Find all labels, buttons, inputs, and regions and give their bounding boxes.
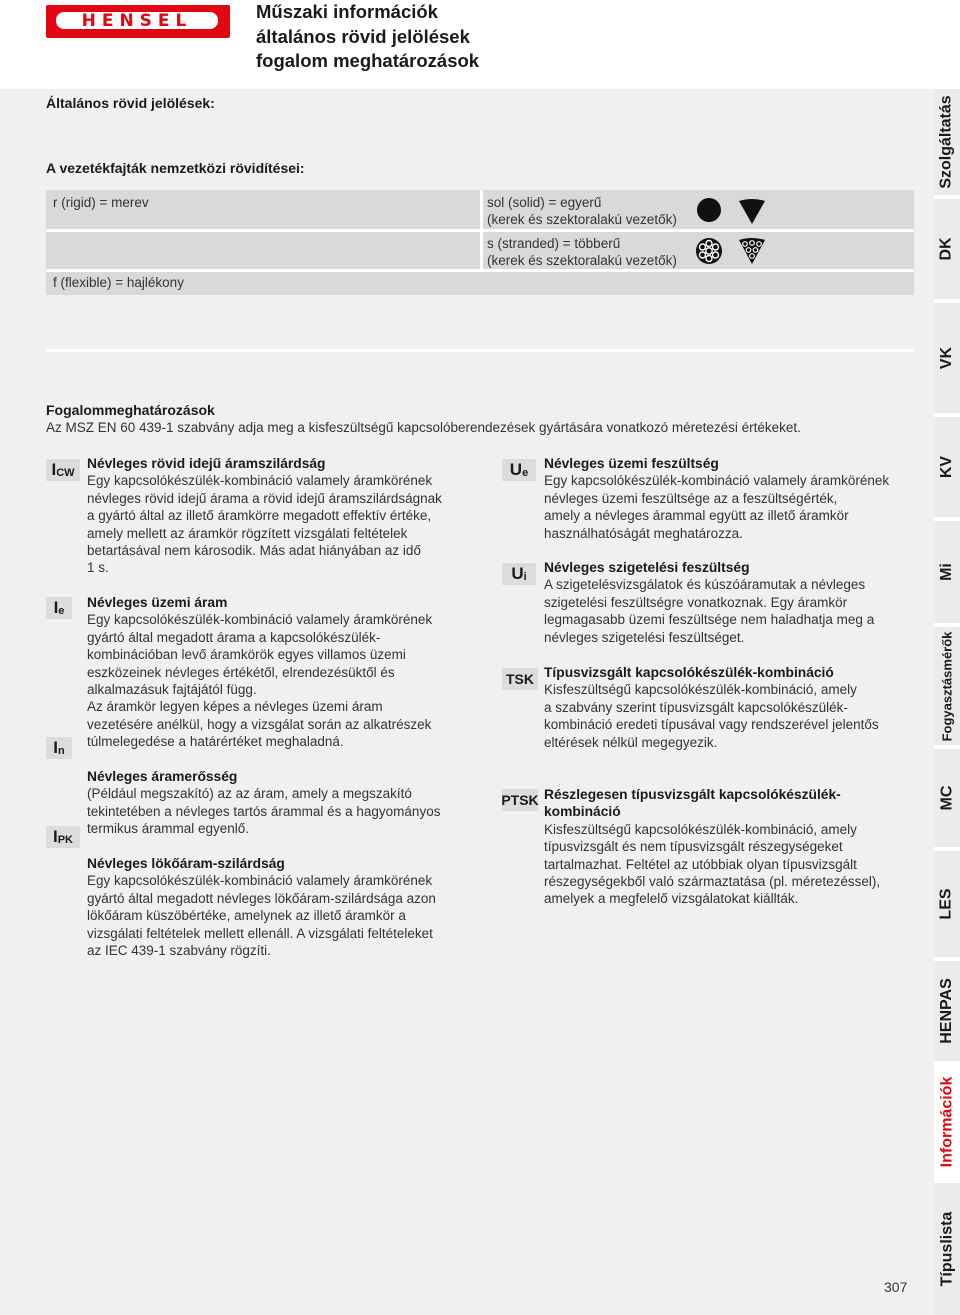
tab-vk[interactable]	[934, 303, 960, 417]
term-line: gyártó által megadott árama a kapcsolókészülék-	[87, 629, 381, 645]
term-line: túlmelegedése a határértéket meghaladná.	[87, 734, 344, 750]
section-divider	[46, 349, 914, 352]
solid-round-conductor-icon	[696, 197, 722, 223]
symbol-sub: i	[523, 571, 527, 583]
tab-label: Mi	[938, 563, 955, 581]
symbol-in	[46, 737, 72, 759]
symbol-sub: e	[58, 605, 65, 617]
term-title: kombináció	[544, 804, 621, 820]
symbol-main: I	[53, 738, 58, 757]
term-line: kombináció eredeti típusával vagy rendszerével jelentős	[544, 717, 879, 733]
term-line: amely a névleges árammal együtt az illető áramkör	[544, 508, 849, 524]
term-line: 1 s.	[87, 560, 109, 576]
term-title: Névleges áramerősség	[87, 769, 238, 784]
flexible-cell	[46, 272, 914, 295]
cell-separator	[46, 269, 914, 272]
term-ui	[544, 559, 924, 646]
term-title: Típusvizsgált kapcsolókészülék-kombináció	[544, 665, 834, 680]
term-line: névleges szigetelési feszültséget.	[544, 629, 745, 645]
flexible-text: f (flexible) = hajlékony	[53, 275, 184, 290]
term-line: Kisfeszültségű kapcsolókészülék-kombináció, amely	[544, 682, 857, 698]
symbol-sub: PK	[57, 834, 73, 846]
term-icw	[87, 455, 487, 577]
term-line: Kisfeszültségű kapcsolókészülék-kombináció, amely	[544, 821, 857, 837]
tab-label: HENPAS	[938, 978, 955, 1044]
term-line: legmagasabb üzemi feszültsége nem haladhatja meg a	[544, 612, 875, 628]
rigid-text: r (rigid) = merev	[53, 195, 149, 210]
solid-line-1: sol (solid) = egyerű	[487, 195, 602, 210]
term-line: vizsgálati feltételek mellett ellenáll. A vizsgálati feltételeket	[87, 925, 433, 941]
page-title	[256, 0, 479, 74]
term-line: lökőáram küszöbértéke, amelynek az illető áramkör a	[87, 908, 406, 924]
term-title: Névleges rövid idejű áramszilárdság	[87, 456, 326, 471]
term-line: (Például megszakító) az az áram, amely a megszakító	[87, 786, 412, 802]
term-line: névleges üzemi feszültsége az a feszültségérték,	[544, 490, 838, 506]
symbol-main: I	[51, 460, 57, 479]
stranded-round-conductor-icon	[695, 237, 723, 265]
logo-text: HENSEL	[81, 10, 193, 31]
tab-szolgaltatas[interactable]	[934, 89, 960, 199]
term-line: tartalmazhat. Feltétel az utóbbiak olyan típusvizsgált	[544, 856, 857, 872]
page-number: 307	[884, 1279, 908, 1295]
tab-label: MC	[937, 785, 955, 811]
term-line: Egy kapcsolókészülék-kombináció valamely áramkörének	[87, 473, 433, 489]
term-line: Egy kapcsolókészülék-kombináció valamely áramkörének	[544, 473, 890, 489]
symbol-ipk	[46, 826, 80, 848]
term-line: vezetésére anélkül, hogy a vizsgálat során az alkatrészek	[87, 716, 432, 732]
tab-label: DK	[937, 237, 955, 261]
term-line: termikus árammal egyenlő.	[87, 821, 250, 837]
symbol-ptsk: PTSK	[502, 789, 538, 811]
term-title: Névleges lökőáram-szilárdság	[87, 856, 285, 871]
term-line: Az áramkör legyen képes a névleges üzemi áram	[87, 699, 383, 715]
term-line: A szigetelésvizsgálatok és kúszóáramutak a névleges	[544, 577, 866, 593]
tab-mc[interactable]	[934, 749, 960, 851]
title-line-2: általános rövid jelölések	[256, 25, 470, 47]
term-title: Névleges üzemi feszültség	[544, 456, 719, 471]
term-line: kombinációban levő áramkörök egyes villamos üzemi	[87, 647, 406, 663]
term-in	[87, 768, 487, 838]
term-tsk	[544, 664, 924, 751]
tab-kv[interactable]	[934, 417, 960, 521]
tab-dk[interactable]	[934, 199, 960, 303]
symbol-main: U	[509, 460, 523, 479]
tab-label: VK	[937, 346, 955, 370]
term-ue	[544, 455, 924, 542]
symbol-tsk: TSK	[502, 668, 538, 690]
empty-cell	[46, 231, 480, 269]
term-line: névleges rövid idejű árama a rövid idejű áramszilárdságnak	[87, 490, 442, 506]
tab-mi[interactable]	[934, 521, 960, 627]
tab-informaciok[interactable]	[934, 1065, 960, 1183]
tab-label: Típuslista	[938, 1211, 955, 1287]
tab-tipuslista[interactable]	[934, 1183, 960, 1315]
term-line: használhatóságát meghatározza.	[544, 525, 743, 541]
term-line: az IEC 439-1 szabvány rögzíti.	[87, 943, 271, 959]
term-ie	[87, 594, 487, 751]
rigid-cell	[46, 190, 480, 229]
symbol-sub: CW	[56, 467, 75, 479]
symbol-sub: n	[58, 745, 65, 757]
term-title: Névleges üzemi áram	[87, 595, 228, 610]
tab-label: KV	[937, 455, 955, 479]
term-line: Egy kapcsolókészülék-kombináció valamely áramkörének	[87, 873, 433, 889]
title-line-1: Műszaki információk	[256, 1, 438, 22]
term-line: eltérések nélkül megegyezik.	[544, 734, 718, 750]
term-ipk	[87, 855, 487, 959]
symbol-ie	[46, 597, 72, 619]
term-line: típusvizsgált és nem típusvizsgált részegységeket	[544, 839, 843, 855]
definitions-intro: Az MSZ EN 60 439-1 szabvány adja meg a kisfeszültségű kapcsolóberendezések gyártására vonatkozó méretezési értékeket.	[46, 420, 801, 435]
tab-henpas[interactable]	[934, 961, 960, 1065]
solid-line-2: (kerek és szektoralakú vezetők)	[487, 211, 677, 227]
abbrev-subheading: A vezetékfajták nemzetközi rövidítései:	[46, 160, 305, 176]
tab-fogyasztasmerok[interactable]	[934, 627, 960, 749]
term-line: részegységekből való származtatása (pl. méretezéssel),	[544, 874, 881, 890]
symbol-ue	[502, 459, 536, 481]
term-line: amelyek a megfelelő vizsgálatokat kiállták.	[544, 891, 799, 907]
abbrev-heading: Általános rövid jelölések:	[46, 95, 215, 111]
term-line: amely mellett az áramkör rögzített vizsgálati feltételek	[87, 525, 408, 541]
solid-sector-conductor-icon	[738, 199, 766, 225]
term-line: Egy kapcsolókészülék-kombináció valamely áramkörének	[87, 612, 433, 628]
term-line: eszközeinek névleges értékétől, elrendezésüktől és	[87, 664, 395, 680]
symbol-main: I	[53, 598, 59, 617]
term-line: betartásával nem károsodik. Más adat hiányában az idő	[87, 543, 421, 559]
tab-label: Információk	[938, 1076, 955, 1168]
term-line: a gyártó által az illető áramkörre megadott effektív értéke,	[87, 508, 432, 524]
symbol-ui	[502, 563, 536, 585]
stranded-sector-conductor-icon	[738, 238, 766, 266]
term-line: alkalmazásuk fajtájától függ.	[87, 682, 257, 698]
term-title: Névleges szigetelési feszültség	[544, 560, 750, 575]
tab-label: LES	[938, 888, 955, 920]
term-title: Részlegesen típusvizsgált kapcsolókészülék-	[544, 787, 841, 802]
term-line: gyártó által megadott névleges lökőáram-szilárdsága azon	[87, 890, 436, 906]
term-ptsk	[544, 786, 924, 908]
term-line: szigetelési feszültségre vonatkoznak. Egy áramkör	[544, 594, 848, 610]
symbol-sub: e	[522, 467, 529, 479]
symbol-icw	[46, 459, 80, 481]
tab-label: Szolgáltatás	[938, 95, 956, 189]
definitions-heading: Fogalommeghatározások	[46, 402, 215, 418]
hensel-logo	[46, 5, 230, 38]
title-line-3: fogalom meghatározások	[256, 50, 480, 71]
stranded-line-2: (kerek és szektoralakú vezetők)	[487, 252, 677, 268]
term-line: a szabvány szerint típusvizsgált kapcsolókészülék-	[544, 699, 848, 715]
tab-label: Fogyasztásmérők	[939, 631, 955, 741]
symbol-main: I	[52, 827, 58, 846]
stranded-line-1: s (stranded) = többerű	[487, 236, 621, 251]
tab-les[interactable]	[934, 851, 960, 961]
symbol-main: U	[511, 564, 524, 583]
cell-separator	[46, 229, 914, 232]
term-line: tekintetében a névleges tartós árammal és a hagyományos	[87, 803, 441, 819]
